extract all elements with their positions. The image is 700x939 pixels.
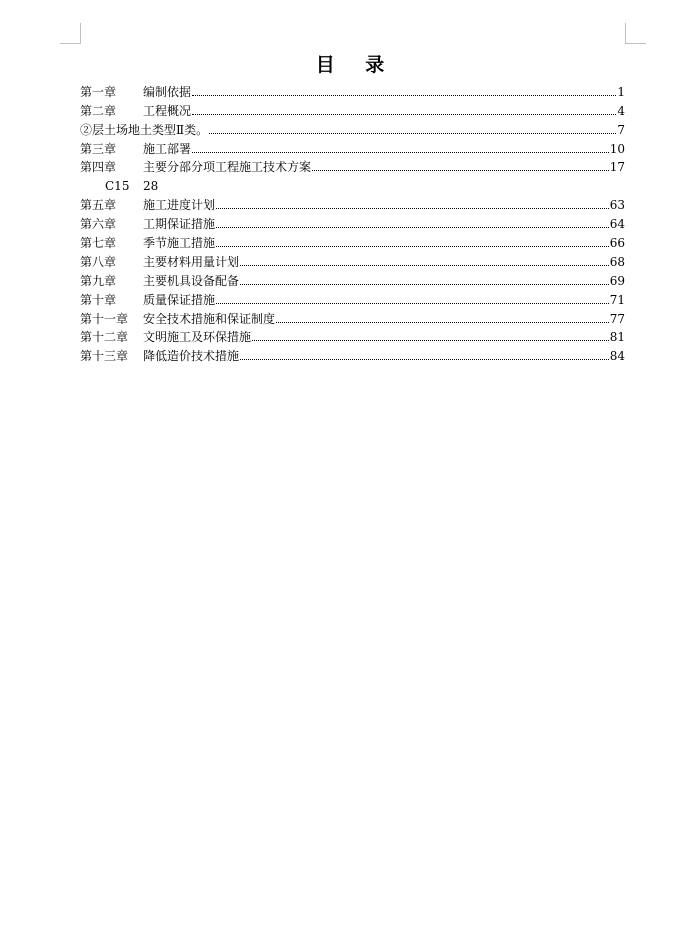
toc-entry[interactable] bbox=[80, 269, 625, 288]
toc-heading: ②层土场地土类型Ⅱ类。 bbox=[80, 122, 209, 137]
toc-page-number: 1 bbox=[617, 84, 625, 99]
crop-mark-top-left bbox=[60, 23, 81, 44]
toc-page-number: 77 bbox=[609, 311, 625, 326]
toc-dot-leader bbox=[209, 133, 616, 134]
toc-chapter-label: 第八章 bbox=[80, 254, 117, 269]
toc-chapter-label: 第九章 bbox=[80, 273, 117, 288]
toc-dot-leader bbox=[252, 340, 609, 341]
toc-page-number: 66 bbox=[609, 236, 625, 251]
toc-chapter-label: 第十三章 bbox=[80, 349, 129, 364]
toc-heading: 安全技术措施和保证制度 bbox=[143, 311, 276, 326]
toc-dot-leader bbox=[240, 284, 609, 285]
toc-entry[interactable] bbox=[80, 307, 625, 326]
toc-entry[interactable] bbox=[80, 137, 625, 156]
toc-heading: 主要材料用量计划 bbox=[143, 254, 240, 269]
toc-entry[interactable] bbox=[80, 156, 625, 175]
toc-entry[interactable] bbox=[80, 231, 625, 250]
toc-page-number: 10 bbox=[609, 141, 625, 156]
toc-entry[interactable] bbox=[80, 326, 625, 345]
toc-page-number: 4 bbox=[617, 103, 625, 118]
toc-dot-leader bbox=[216, 303, 609, 304]
toc-dot-leader bbox=[240, 359, 609, 360]
toc-page-number: 69 bbox=[609, 273, 625, 288]
toc-heading: 工期保证措施 bbox=[143, 217, 216, 232]
toc-dot-leader bbox=[276, 322, 609, 323]
crop-mark-top-right bbox=[625, 23, 646, 44]
toc-dot-leader bbox=[240, 265, 609, 266]
toc-list bbox=[80, 80, 625, 363]
toc-heading: 质量保证措施 bbox=[143, 292, 216, 307]
toc-dot-leader bbox=[216, 208, 609, 209]
toc-entry[interactable] bbox=[80, 99, 625, 118]
toc-title: 目 录 bbox=[315, 54, 397, 76]
toc-page-number: 28 bbox=[143, 179, 159, 194]
toc-chapter-label: 第五章 bbox=[80, 198, 117, 213]
toc-entry[interactable] bbox=[80, 250, 625, 269]
toc-chapter-label: 第二章 bbox=[80, 103, 117, 118]
toc-chapter-label: 第十一章 bbox=[80, 311, 129, 326]
toc-heading: 施工进度计划 bbox=[143, 198, 216, 213]
toc-page-number: 81 bbox=[609, 330, 625, 345]
toc-page-number: 84 bbox=[609, 349, 625, 364]
toc-page-number: 64 bbox=[609, 217, 625, 232]
toc-entry[interactable] bbox=[80, 118, 625, 137]
toc-entry[interactable] bbox=[80, 288, 625, 307]
toc-chapter-label: 第十章 bbox=[80, 292, 117, 307]
toc-heading: 施工部署 bbox=[143, 141, 192, 156]
toc-entry[interactable] bbox=[80, 212, 625, 231]
toc-dot-leader bbox=[216, 246, 609, 247]
toc-chapter-label: 第六章 bbox=[80, 217, 117, 232]
toc-chapter-label: 第一章 bbox=[80, 84, 117, 99]
toc-heading: C15 bbox=[105, 179, 130, 194]
toc-entry[interactable] bbox=[80, 174, 625, 193]
toc-dot-leader bbox=[216, 227, 609, 228]
toc-heading: 主要分部分项工程施工技术方案 bbox=[143, 160, 312, 175]
toc-heading: 季节施工措施 bbox=[143, 236, 216, 251]
toc-dot-leader bbox=[192, 152, 609, 153]
toc-chapter-label: 第十二章 bbox=[80, 330, 129, 345]
toc-heading: 文明施工及环保措施 bbox=[143, 330, 252, 345]
toc-heading: 工程概况 bbox=[143, 103, 192, 118]
toc-dot-leader bbox=[192, 95, 616, 96]
toc-dot-leader bbox=[312, 170, 609, 171]
toc-page-number: 71 bbox=[609, 292, 625, 307]
toc-page-number: 7 bbox=[617, 122, 625, 137]
toc-entry[interactable] bbox=[80, 193, 625, 212]
toc-heading: 主要机具设备配备 bbox=[143, 273, 240, 288]
toc-entry[interactable] bbox=[80, 344, 625, 363]
toc-heading: 降低造价技术措施 bbox=[143, 349, 240, 364]
toc-page-number: 63 bbox=[609, 198, 625, 213]
toc-chapter-label: 第四章 bbox=[80, 160, 117, 175]
toc-page-number: 17 bbox=[609, 160, 625, 175]
toc-dot-leader bbox=[192, 114, 616, 115]
toc-entry[interactable] bbox=[80, 80, 625, 99]
toc-heading: 编制依据 bbox=[143, 84, 192, 99]
toc-chapter-label: 第七章 bbox=[80, 236, 117, 251]
toc-chapter-label: 第三章 bbox=[80, 141, 117, 156]
toc-page-number: 68 bbox=[609, 254, 625, 269]
